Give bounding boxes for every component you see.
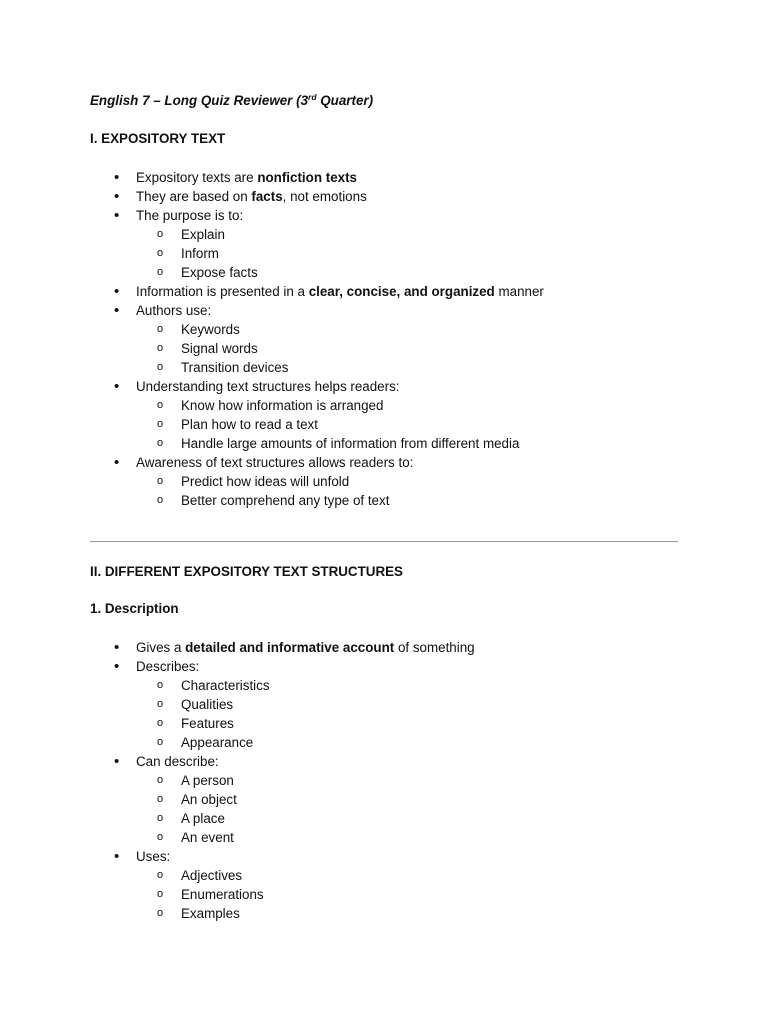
item-text: A place: [181, 811, 225, 826]
sub-bullet-item: [0, 415, 544, 434]
sub-bullet-item: [0, 885, 475, 904]
bullet-marker: •: [114, 283, 120, 300]
sub-bullet-item: [0, 809, 475, 828]
title-superscript: rd: [308, 92, 317, 102]
bullet-item: [0, 377, 544, 396]
bold-text: nonfiction texts: [257, 170, 357, 185]
item-text: Keywords: [181, 322, 240, 337]
sub-bullet-item: [0, 714, 475, 733]
bullet-marker: •: [114, 169, 120, 186]
sub-bullet-item: [0, 695, 475, 714]
sub-bullet-item: [0, 339, 544, 358]
item-text: A person: [181, 773, 234, 788]
sub-bullet-item: [0, 828, 475, 847]
item-text: Explain: [181, 227, 225, 242]
bullet-marker: •: [114, 753, 120, 770]
bullet-marker: •: [114, 188, 120, 205]
sub-bullet-marker: o: [157, 228, 164, 240]
sub-bullet-marker: o: [157, 399, 164, 411]
bullet-marker: •: [114, 454, 120, 471]
sub-bullet-marker: o: [157, 869, 164, 881]
bullet-item: [0, 657, 475, 676]
bullet-item: [0, 752, 475, 771]
sub-bullet-item: [0, 866, 475, 885]
sub-bullet-marker: o: [157, 437, 164, 449]
sub-bullet-marker: o: [157, 698, 164, 710]
sub-bullet-item: [0, 491, 544, 510]
item-text: manner: [494, 284, 544, 299]
bullet-marker: •: [114, 378, 120, 395]
sub-bullet-item: [0, 320, 544, 339]
item-text: Understanding text structures helps readers:: [136, 379, 400, 394]
sub-bullet-marker: o: [157, 907, 164, 919]
sub-bullet-marker: o: [157, 342, 164, 354]
bullet-item: [0, 847, 475, 866]
bullet-item: [0, 301, 544, 320]
bold-text: detailed and informative account: [185, 640, 395, 655]
item-text: Examples: [181, 906, 240, 921]
sub-bullet-marker: o: [157, 361, 164, 373]
item-text: Inform: [181, 246, 219, 261]
expository-text-list: [0, 168, 544, 510]
section-divider: [90, 541, 678, 542]
sub-bullet-marker: o: [157, 717, 164, 729]
sub-bullet-marker: o: [157, 736, 164, 748]
item-text: Authors use:: [136, 303, 212, 318]
item-text: An object: [181, 792, 237, 807]
subheading-description: 1. Description: [90, 601, 179, 616]
section-heading-text-structures: II. DIFFERENT EXPOSITORY TEXT STRUCTURES: [90, 564, 403, 579]
sub-bullet-marker: o: [157, 679, 164, 691]
section-heading-expository-text: I. EXPOSITORY TEXT: [90, 131, 226, 146]
description-list: [0, 638, 475, 923]
sub-bullet-marker: o: [157, 888, 164, 900]
item-text: Handle large amounts of information from different media: [181, 436, 520, 451]
sub-bullet-marker: o: [157, 494, 164, 506]
item-text: Appearance: [181, 735, 254, 750]
sub-bullet-marker: o: [157, 475, 164, 487]
sub-bullet-marker: o: [157, 323, 164, 335]
item-text: The purpose is to:: [136, 208, 244, 223]
item-text: Qualities: [181, 697, 234, 712]
item-text: Awareness of text structures allows readers to:: [136, 455, 414, 470]
item-text: Features: [181, 716, 234, 731]
sub-bullet-item: [0, 733, 475, 752]
bullet-item: [0, 638, 475, 657]
sub-bullet-marker: o: [157, 418, 164, 430]
bullet-item: [0, 453, 544, 472]
bullet-marker: •: [114, 639, 120, 656]
item-text: Adjectives: [181, 868, 243, 883]
sub-bullet-item: [0, 263, 544, 282]
item-text: Expository texts are: [136, 170, 258, 185]
item-text: Better comprehend any type of text: [181, 493, 390, 508]
bullet-marker: •: [114, 302, 120, 319]
sub-bullet-marker: o: [157, 793, 164, 805]
item-text: Know how information is arranged: [181, 398, 384, 413]
sub-bullet-item: [0, 472, 544, 491]
sub-bullet-item: [0, 676, 475, 695]
bold-text: clear, concise, and organized: [308, 284, 495, 299]
item-text: Signal words: [181, 341, 258, 356]
sub-bullet-marker: o: [157, 831, 164, 843]
item-text: Transition devices: [181, 360, 289, 375]
item-text: of something: [394, 640, 475, 655]
bullet-item: [0, 168, 544, 187]
bullet-marker: •: [114, 658, 120, 675]
item-text: They are based on: [136, 189, 252, 204]
sub-bullet-marker: o: [157, 812, 164, 824]
bullet-item: [0, 187, 544, 206]
bullet-marker: •: [114, 207, 120, 224]
item-text: An event: [181, 830, 234, 845]
item-text: Information is presented in a: [136, 284, 309, 299]
sub-bullet-item: [0, 358, 544, 377]
sub-bullet-item: [0, 904, 475, 923]
item-text: Gives a: [136, 640, 186, 655]
item-text: Describes:: [136, 659, 200, 674]
item-text: , not emotions: [282, 189, 367, 204]
sub-bullet-marker: o: [157, 247, 164, 259]
sub-bullet-item: [0, 244, 544, 263]
sub-bullet-item: [0, 434, 544, 453]
sub-bullet-item: [0, 396, 544, 415]
sub-bullet-item: [0, 771, 475, 790]
item-text: Enumerations: [181, 887, 264, 902]
title-text: English 7 – Long Quiz Reviewer (3: [90, 93, 309, 108]
sub-bullet-marker: o: [157, 266, 164, 278]
item-text: Can describe:: [136, 754, 219, 769]
sub-bullet-item: [0, 790, 475, 809]
item-text: Plan how to read a text: [181, 417, 318, 432]
sub-bullet-marker: o: [157, 774, 164, 786]
item-text: Characteristics: [181, 678, 270, 693]
title-text-end: Quarter): [316, 93, 374, 108]
bullet-item: [0, 206, 544, 225]
bold-text: facts: [251, 189, 283, 204]
bullet-item: [0, 282, 544, 301]
item-text: Predict how ideas will unfold: [181, 474, 350, 489]
bullet-marker: •: [114, 848, 120, 865]
item-text: Expose facts: [181, 265, 258, 280]
sub-bullet-item: [0, 225, 544, 244]
item-text: Uses:: [136, 849, 171, 864]
document-title: [90, 93, 373, 108]
